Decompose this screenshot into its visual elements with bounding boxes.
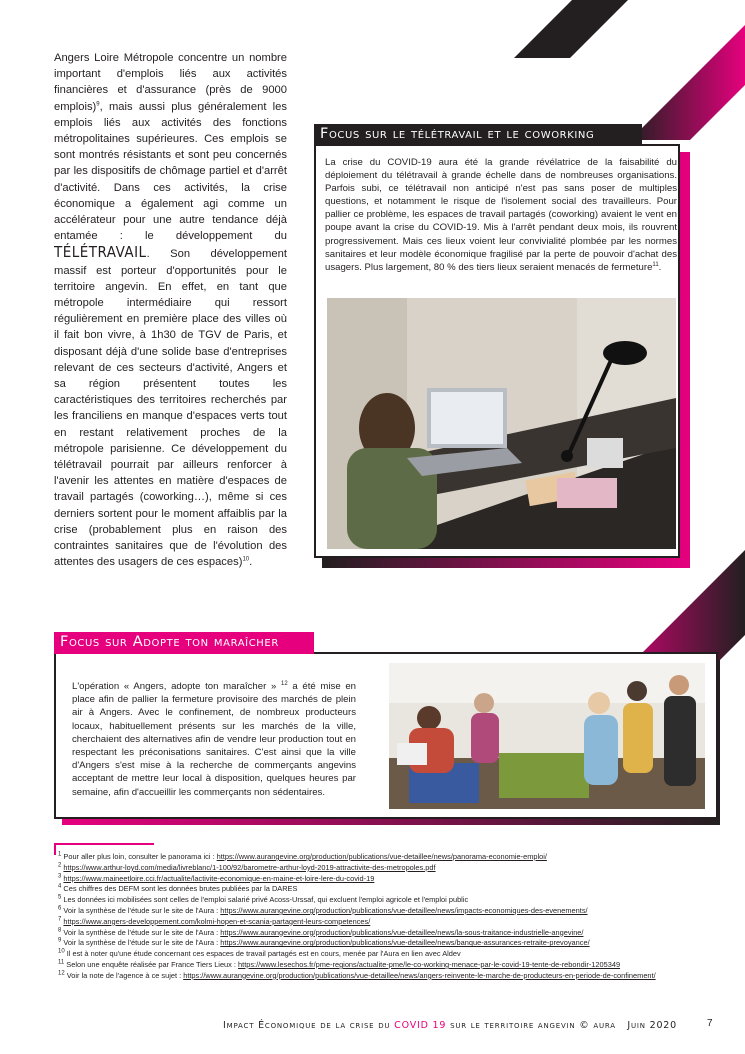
footnote-item: $^8$ Voir la synthèse de l'étude sur le site de l'Aura : https://www.aurangevine.org/production/publications/vue-detaillee/news/la-sous-traitance-industrielle-angevine/ bbox=[58, 927, 584, 937]
footnote-item: $^2$ https://www.arthur-loyd.com/media/livreblanc/1-100/92/barometre-arthur-loyd-2019-attractivite-des-metropoles.pdf bbox=[58, 862, 436, 872]
focus-teletravail-title: Focus sur le télétravail et le coworking bbox=[320, 126, 595, 142]
covid-label: COVID 19 bbox=[394, 1020, 447, 1031]
footnote-item: $^{11}$ Selon une enquête réalisée par France Tiers Lieux : https://www.lesechos.fr/pme-regions/actualite-pme/le-co-working-menace-par-le-covid-19-tente-de-rebondir-1205349 bbox=[58, 959, 621, 969]
footnote-link[interactable]: https://www.aurangevine.org/production/publications/vue-detaillee/news/angers-reinvente-le-marche-de-producteurs-en-periode-de-confinement/ bbox=[183, 970, 656, 980]
footnote-item: $^4$ Ces chiffres des DEFM sont les données brutes publiées par la DARES bbox=[58, 883, 298, 894]
footnote-item: $^1$ Pour aller plus loin, consulter le panorama ici : https://www.aurangevine.org/production/publications/vue-detaillee/news/panorama-economie-emploi/ bbox=[58, 851, 547, 861]
footnote-item: $^{12}$ Voir la note de l'agence à ce sujet : https://www.aurangevine.org/production/publications/vue-detaillee/news/angers-reinvente-le-marche-de-producteurs-en-periode-de-confinement/ bbox=[58, 970, 656, 980]
teletravail-photo bbox=[327, 298, 676, 549]
focus-teletravail-text: La crise du COVID-19 aura été la grande révélatrice de la faisabilité du déploiement du télétravail à grande échelle dans de nombreuses organisations. Parfois subi, ce télétravail non anticipé n'est pas sans poser de multiples questions, et notamment le risque de l'isolement social des travailleurs. Pour pallier ce problème, les espaces de travail partagés (coworking) avaient le vent en poupe avant la crise du COVID-19. Mis à l'arrêt pendant deux mois, ils rouvrent progressivement. Mais ces lieux voient leur convivialité plombée par les normes sanitaires et leur modèle économique fragilisé par la perte de pouvoir d'achat des usagers. Plus largement, 80 % des tiers lieux seraient menacés de fermeture$^{11}$. bbox=[325, 157, 677, 273]
footnote-link[interactable]: https://www.maineetloire.cci.fr/actualite/lactivite-economique-en-maine-et-loire-lere-du-covid-19 bbox=[63, 873, 375, 883]
footnote-rule-h bbox=[54, 843, 154, 845]
footnote-link[interactable]: https://www.aurangevine.org/production/publications/vue-detaillee/news/impacts-economiques-des-evenements/ bbox=[220, 905, 588, 915]
footnote-link[interactable]: https://www.arthur-loyd.com/media/livreblanc/1-100/92/barometre-arthur-loyd-2019-attractivite-des-metropoles.pdf bbox=[63, 862, 436, 872]
footnotes bbox=[58, 852, 698, 982]
footnote-link[interactable]: https://www.angers-developpement.com/kolmi-hopen-et-scania-partagent-leurs-competences/ bbox=[63, 916, 371, 926]
footnote-item: $^7$ https://www.angers-developpement.com/kolmi-hopen-et-scania-partagent-leurs-competences/ bbox=[58, 916, 371, 926]
footnote-link[interactable]: https://www.aurangevine.org/production/publications/vue-detaillee/news/panorama-economie-emploi/ bbox=[216, 852, 547, 861]
footnote-item: $^3$ https://www.maineetloire.cci.fr/actualite/lactivite-economique-en-maine-et-loire-lere-du-covid-19 bbox=[58, 873, 375, 883]
footnote-item: $^5$ Les données ici mobilisées sont celles de l'emploi salarié privé Acoss-Urssaf, qui excluent l'emploi agricole et l'emploi public bbox=[58, 894, 469, 905]
focus-maraicher-text: L'opération « Angers, adopte ton maraîcher » $^{12}$ a été mise en place afin de pallier la fermeture provisoire des marchés de plein air à Angers. Avec le confinement, de nombreux producteurs locaux, habituellement présents sur les marchés de la ville, cherchaient des alternatives afin de vendre leur production tout en respectant les préconisations sanitaires. C'est ainsi que la ville d'Angers s'est mise à la recherche de commerçants angevins acceptant de mettre leur local à disposition, quelques heures par semaine, afin d'accueillir les commerçants non sédentaires. bbox=[72, 680, 356, 798]
footnote-item: $^9$ Voir la synthèse de l'étude sur le site de l'Aura : https://www.aurangevine.org/production/publications/vue-detaillee/news/banque-assurances-retraite-prevoyance/ bbox=[58, 937, 590, 948]
footnote-link[interactable]: https://www.aurangevine.org/production/publications/vue-detaillee/news/la-sous-traitance-industrielle-angevine/ bbox=[220, 927, 584, 937]
market-photo bbox=[389, 663, 705, 809]
teletravail-highlight: TÉLÉTRAVAIL bbox=[54, 243, 147, 262]
focus-maraicher-title: Focus sur Adopte ton maraîcher bbox=[60, 634, 279, 650]
footnote-link[interactable]: https://www.lesechos.fr/pme-regions/actualite-pme/le-co-working-menace-par-le-covid-19-tente-de-rebondir-1205349 bbox=[238, 959, 621, 969]
page-number: 7 bbox=[707, 1018, 713, 1029]
corner-stripes-decoration bbox=[480, 0, 745, 140]
footnote-link[interactable]: https://www.aurangevine.org/production/publications/vue-detaillee/news/banque-assurances-retraite-prevoyance/ bbox=[220, 938, 590, 948]
page-footer: Impact Économique de la crise du COVID 19 sur le territoire angevin © aura Juin 2020 bbox=[223, 1020, 677, 1031]
main-paragraph: Angers Loire Métropole concentre un nombre important d'emplois liés aux activités financières et d'assurance (près de 9000 emplois)$^9$, mais aussi plus généralement les emplois liés aux activités des fonctions métropolitaines supérieures. Ces emplois se sont montrés résistants et sont peu concernés par les dispositifs de chômage partiel et d'arrêt d'activité. Dans ces activités, la crise économique a également agi comme un accélérateur pour une autre tendance déjà entamée : le développement du TÉLÉTRAVAIL. Son développement massif est porteur d'opportunités pour le territoire angevin. En effet, en tant que métropole intermédiaire qui ressort régulièrement en première place des villes où il fait bon vivre, à 1h30 de TGV de Paris, et disposant déjà d'une solide base d'entreprises relevant de ces secteurs d'activité, Angers et sa région présentent toutes les caractéristiques des territoires recherchés par les franciliens en manque d'espaces verts tout en restant relativement proches de la métropole parisienne. Ce développement du télétravail pourrait par ailleurs renforcer à l'avenir les attentes en matière d'espaces de travail partagés (coworking…), même si ces derniers sortent pour le moment affaiblis par la crise (probablement plus en raison des contraintes sanitaires que de l'évolution des attentes des usagers de ces espaces)$^{10}$. bbox=[54, 52, 287, 569]
footer-date: Juin 2020 bbox=[627, 1020, 677, 1031]
footnote-item: $^{10}$ Il est à noter qu'une étude concernant ces espaces de travail partagés est en cours, menée par l'Aura en lien avec Aldev bbox=[58, 948, 461, 959]
footnote-item: $^6$ Voir la synthèse de l'étude sur le site de l'Aura : https://www.aurangevine.org/production/publications/vue-detaillee/news/impacts-economiques-des-evenements/ bbox=[58, 905, 588, 915]
